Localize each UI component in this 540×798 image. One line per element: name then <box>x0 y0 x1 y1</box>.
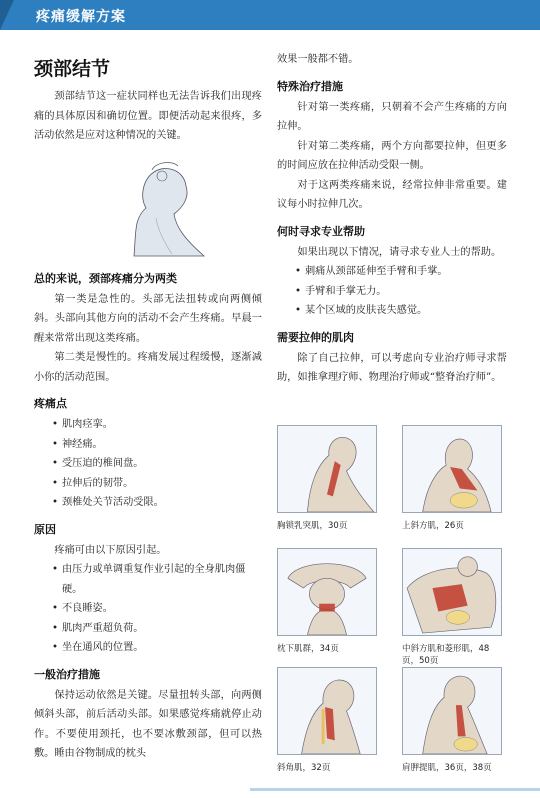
types-paragraph-2: 第二类是慢性的。疼痛发展过程缓慢，逐渐减小你的活动范围。 <box>34 352 262 383</box>
levator-scapulae-illustration <box>402 667 502 755</box>
figure-caption: 胸锁乳突肌，30页 <box>277 521 348 531</box>
list-item: • 不良睡姿。 <box>52 599 262 619</box>
cause-list <box>34 560 262 658</box>
special-paragraph-2: 针对第二类疼痛，两个方向都要拉伸，但更多的时间应放在拉伸活动受限一侧。 <box>277 140 507 171</box>
figure-caption: 斜角肌，32页 <box>277 763 331 773</box>
figure-scalenes <box>277 667 377 774</box>
list-item: • 由压力或单调重复作业引起的全身肌肉僵硬。 <box>52 560 262 599</box>
right-column <box>277 50 507 388</box>
list-item: • 肌肉严重超负荷。 <box>52 619 262 639</box>
list-item: • 拉伸后的韧带。 <box>52 474 262 494</box>
muscles-heading: 需要拉伸的肌肉 <box>277 330 354 344</box>
types-heading: 总的来说，颈部疼痛分为两类 <box>34 271 177 285</box>
general-paragraph: 保持运动依然是关键。尽量扭转头部，向两侧倾斜头部，前后活动头部。如果感觉疼痛就停止动作。不要使用颈托，也不要冰敷颈部，但可以热敷。睡由谷物制成的枕头 <box>34 689 262 759</box>
middle-trapezius-rhomboids-illustration <box>402 548 502 636</box>
cause-heading: 原因 <box>34 522 56 536</box>
left-column <box>34 54 262 764</box>
types-paragraph-1: 第一类是急性的。头部无法扭转或向两侧倾斜。头部向其他方向的活动不会产生疼痛。早晨一醒来常常出现这类疼痛。 <box>34 293 262 344</box>
header-corner <box>0 0 14 30</box>
muscles-paragraph: 除了自己拉伸，可以考虑向专业治疗师寻求帮助，如推拿理疗师、物理治疗师或“整脊治疗师”。 <box>277 352 507 383</box>
figure-suboccipital <box>277 548 377 655</box>
scalenes-illustration <box>277 667 377 755</box>
help-intro: 如果出现以下情况，请寻求专业人士的帮助。 <box>297 246 502 258</box>
help-heading: 何时寻求专业帮助 <box>277 224 365 238</box>
figure-caption: 肩胛提肌，36页，38页 <box>402 763 492 773</box>
cause-intro: 疼痛可由以下原因引起。 <box>54 544 167 556</box>
help-list <box>277 262 507 321</box>
page-header <box>0 0 540 30</box>
list-item: • 肌肉痉挛。 <box>52 415 262 435</box>
list-item: • 某个区域的皮肤丧失感觉。 <box>295 301 507 321</box>
figure-caption: 枕下肌群，34页 <box>277 644 339 654</box>
figure-sternocleidomastoid <box>277 425 377 532</box>
general-heading: 一般治疗措施 <box>34 667 100 681</box>
list-item: • 手臂和手掌无力。 <box>295 282 507 302</box>
figure-upper-trapezius <box>402 425 502 532</box>
list-item: • 颈椎处关节活动受限。 <box>52 493 262 513</box>
section-title: 颈部结节 <box>34 58 111 80</box>
figure-middle-trapezius-rhomboids <box>402 548 502 667</box>
figure-caption: 中斜方肌和菱形肌，48页，50页 <box>402 644 490 666</box>
suboccipital-illustration <box>277 548 377 636</box>
list-item: • 受压迫的椎间盘。 <box>52 454 262 474</box>
footer-rule <box>250 788 540 791</box>
pain-points-list <box>34 415 262 513</box>
special-paragraph-3: 对于这两类疼痛来说，经常拉伸非常重要。建议每小时拉伸几次。 <box>277 179 507 210</box>
list-item: • 神经痛。 <box>52 435 262 455</box>
continued-text: 效果一般都不错。 <box>277 54 359 65</box>
upper-trapezius-illustration <box>402 425 502 513</box>
intro-paragraph: 颈部结节这一症状同样也无法告诉我们出现疼痛的具体原因和确切位置。即便活动起来很疼，多活动依然是应对这种情况的关键。 <box>34 91 262 141</box>
pain-points-heading: 疼痛点 <box>34 397 67 410</box>
list-item: • 刺痛从颈部延伸至手臂和手掌。 <box>295 262 507 282</box>
special-paragraph-1: 针对第一类疼痛，只朝着不会产生疼痛的方向拉伸。 <box>277 101 507 132</box>
neck-illustration <box>94 158 214 258</box>
figure-levator-scapulae <box>402 667 502 774</box>
sternocleidomastoid-illustration <box>277 425 377 513</box>
header-title: 疼痛缓解方案 <box>36 9 126 25</box>
special-heading: 特殊治疗措施 <box>277 79 343 93</box>
list-item: • 坐在通风的位置。 <box>52 638 262 658</box>
figure-caption: 上斜方肌，26页 <box>402 521 464 531</box>
